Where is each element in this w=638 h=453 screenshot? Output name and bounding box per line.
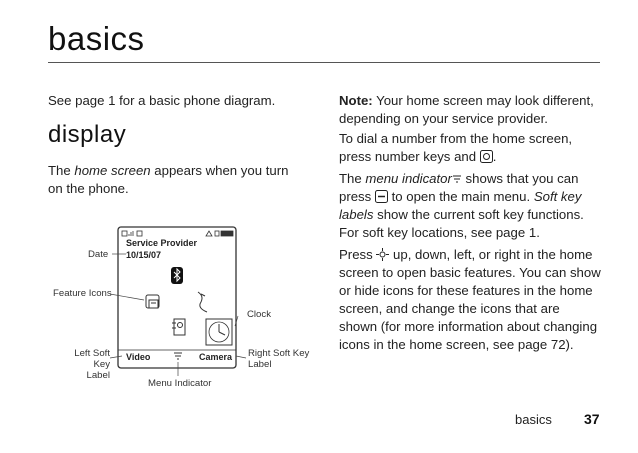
nav-key-icon bbox=[376, 248, 389, 261]
note-paragraph: Note: Your home screen may look different, depending on your service provider. bbox=[339, 93, 594, 126]
bluetooth-icon bbox=[171, 267, 183, 284]
heading-rule bbox=[48, 62, 600, 63]
menu-indicator-term: menu indicator bbox=[365, 171, 452, 186]
label-menu-indicator: Menu Indicator bbox=[148, 378, 212, 389]
intro-text: See page 1 for a basic phone diagram. bbox=[48, 93, 276, 108]
soft-key-labels-term: Soft key labels bbox=[339, 189, 582, 222]
menu-key-icon bbox=[375, 190, 388, 203]
page-heading: basics bbox=[48, 20, 145, 57]
send-key-icon bbox=[480, 150, 493, 163]
screen-softkey-right: Camera bbox=[198, 352, 232, 362]
navigation-paragraph: Press up, down, left, or right in the home screen to open basic features. You can show or hide icons for these features in the home screen, and change the icons that are shown (for more information about changing icons in the home screen, see page 72). bbox=[339, 247, 601, 352]
menu-indicator-inline-icon bbox=[452, 174, 462, 185]
label-clock: Clock bbox=[247, 309, 271, 320]
screen-provider: Service Provider bbox=[126, 238, 198, 248]
page-number: 37 bbox=[584, 411, 600, 427]
note-label: Note: bbox=[339, 93, 373, 108]
dial-paragraph: To dial a number from the home screen, press number keys and . bbox=[339, 131, 573, 164]
label-left-soft-key: Left Soft Key Label bbox=[74, 348, 110, 381]
clock-icon bbox=[206, 319, 232, 345]
label-date: Date bbox=[88, 249, 109, 260]
home-screen-term: home screen bbox=[74, 163, 151, 178]
screen-date: 10/15/07 bbox=[126, 250, 162, 260]
footer-section-label: basics bbox=[515, 412, 552, 427]
screen-softkey-left: Video bbox=[126, 352, 151, 362]
label-feature-icons: Feature Icons bbox=[53, 288, 112, 299]
phone-screen-frame bbox=[118, 227, 236, 368]
label-right-soft-key: Right Soft Key Label bbox=[248, 348, 310, 370]
home-screen-paragraph: The home screen appears when you turn on the phone. bbox=[48, 163, 289, 196]
menu-paragraph: The menu indicator shows that you can press to open the main menu. Soft key labels show the current soft key functions. For soft key locations, see page 1. bbox=[339, 171, 584, 240]
section-title: display bbox=[48, 121, 127, 148]
